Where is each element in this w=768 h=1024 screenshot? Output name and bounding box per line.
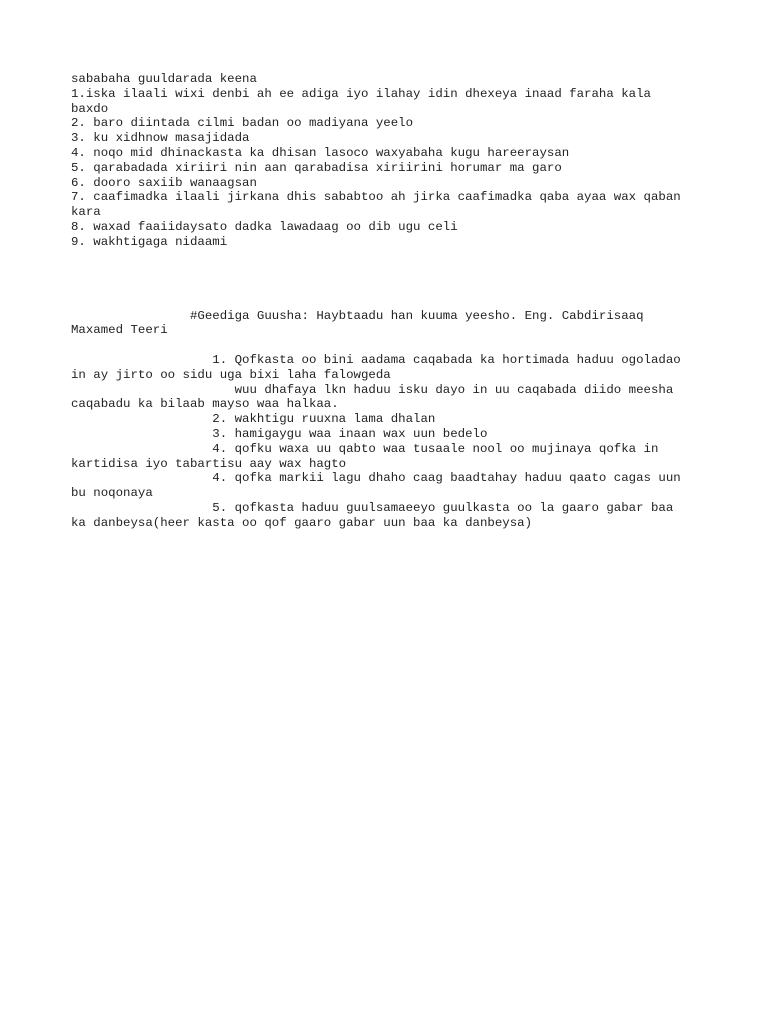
section-heading: Maxamed Teeri <box>71 323 168 338</box>
spacer <box>71 338 711 353</box>
section-guuldarada <box>71 72 711 250</box>
text-line: 5. qarabadada xiriiri nin aan qarabadisa xiriirini horumar ma garo <box>71 160 562 175</box>
text-line: baxdo <box>71 101 109 116</box>
text-line: 5. qofkasta haduu guulsamaeeyo guulkasta oo la gaaro gabar baa <box>71 500 674 515</box>
text-line: bu noqonaya <box>71 486 153 501</box>
text-line: 9. wakhtigaga nidaami <box>71 234 228 249</box>
text-line: caqabadu ka bilaab mayso waa halkaa. <box>71 397 339 412</box>
text-line: kartidisa iyo tabartisu aay wax hagto <box>71 456 347 471</box>
text-line: 4. qofka markii lagu dhaho caag baadtahay haduu qaato cagas uun <box>71 471 681 486</box>
text-line: wuu dhafaya lkn haduu isku dayo in uu caqabada diido meesha <box>71 382 674 397</box>
text-line: sababaha guuldarada keena <box>71 72 257 86</box>
text-line: 2. wakhtigu ruuxna lama dhalan <box>71 412 436 427</box>
text-line: kara <box>71 205 101 220</box>
text-line: ka danbeysa(heer kasta oo qof gaaro gabar uun baa ka danbeysa) <box>71 515 533 530</box>
text-line: 3. ku xidhnow masajidada <box>71 131 250 146</box>
text-line: 6. dooro saxiib wanaagsan <box>71 175 257 190</box>
section-geediga-guusha <box>71 309 711 531</box>
text-line: 7. caafimadka ilaali jirkana dhis sababtoo ah jirka caafimadka qaba ayaa wax qaban <box>71 190 681 205</box>
section-heading: #Geediga Guusha: Haybtaadu han kuuma yeesho. Eng. Cabdirisaaq <box>71 308 644 323</box>
text-line: 1. Qofkasta oo bini aadama caqabada ka hortimada haduu ogoladao <box>71 352 681 367</box>
text-line: in ay jirto oo sidu uga bixi laha falowgeda <box>71 367 391 382</box>
text-line: 3. hamigaygu waa inaan wax uun bedelo <box>71 426 488 441</box>
text-line: 8. waxad faaiidaysato dadka lawadaag oo dib ugu celi <box>71 219 458 234</box>
spacer <box>71 250 711 309</box>
text-line: 4. noqo mid dhinackasta ka dhisan lasoco waxyabaha kugu hareeraysan <box>71 145 570 160</box>
text-line: 2. baro diintada cilmi badan oo madiyana yeelo <box>71 116 414 131</box>
text-line: 1.iska ilaali wixi denbi ah ee adiga iyo ilahay idin dhexeya inaad faraha kala <box>71 86 651 101</box>
text-line: 4. qofku waxa uu qabto waa tusaale nool oo mujinaya qofka in <box>71 441 659 456</box>
document-page <box>71 72 711 531</box>
